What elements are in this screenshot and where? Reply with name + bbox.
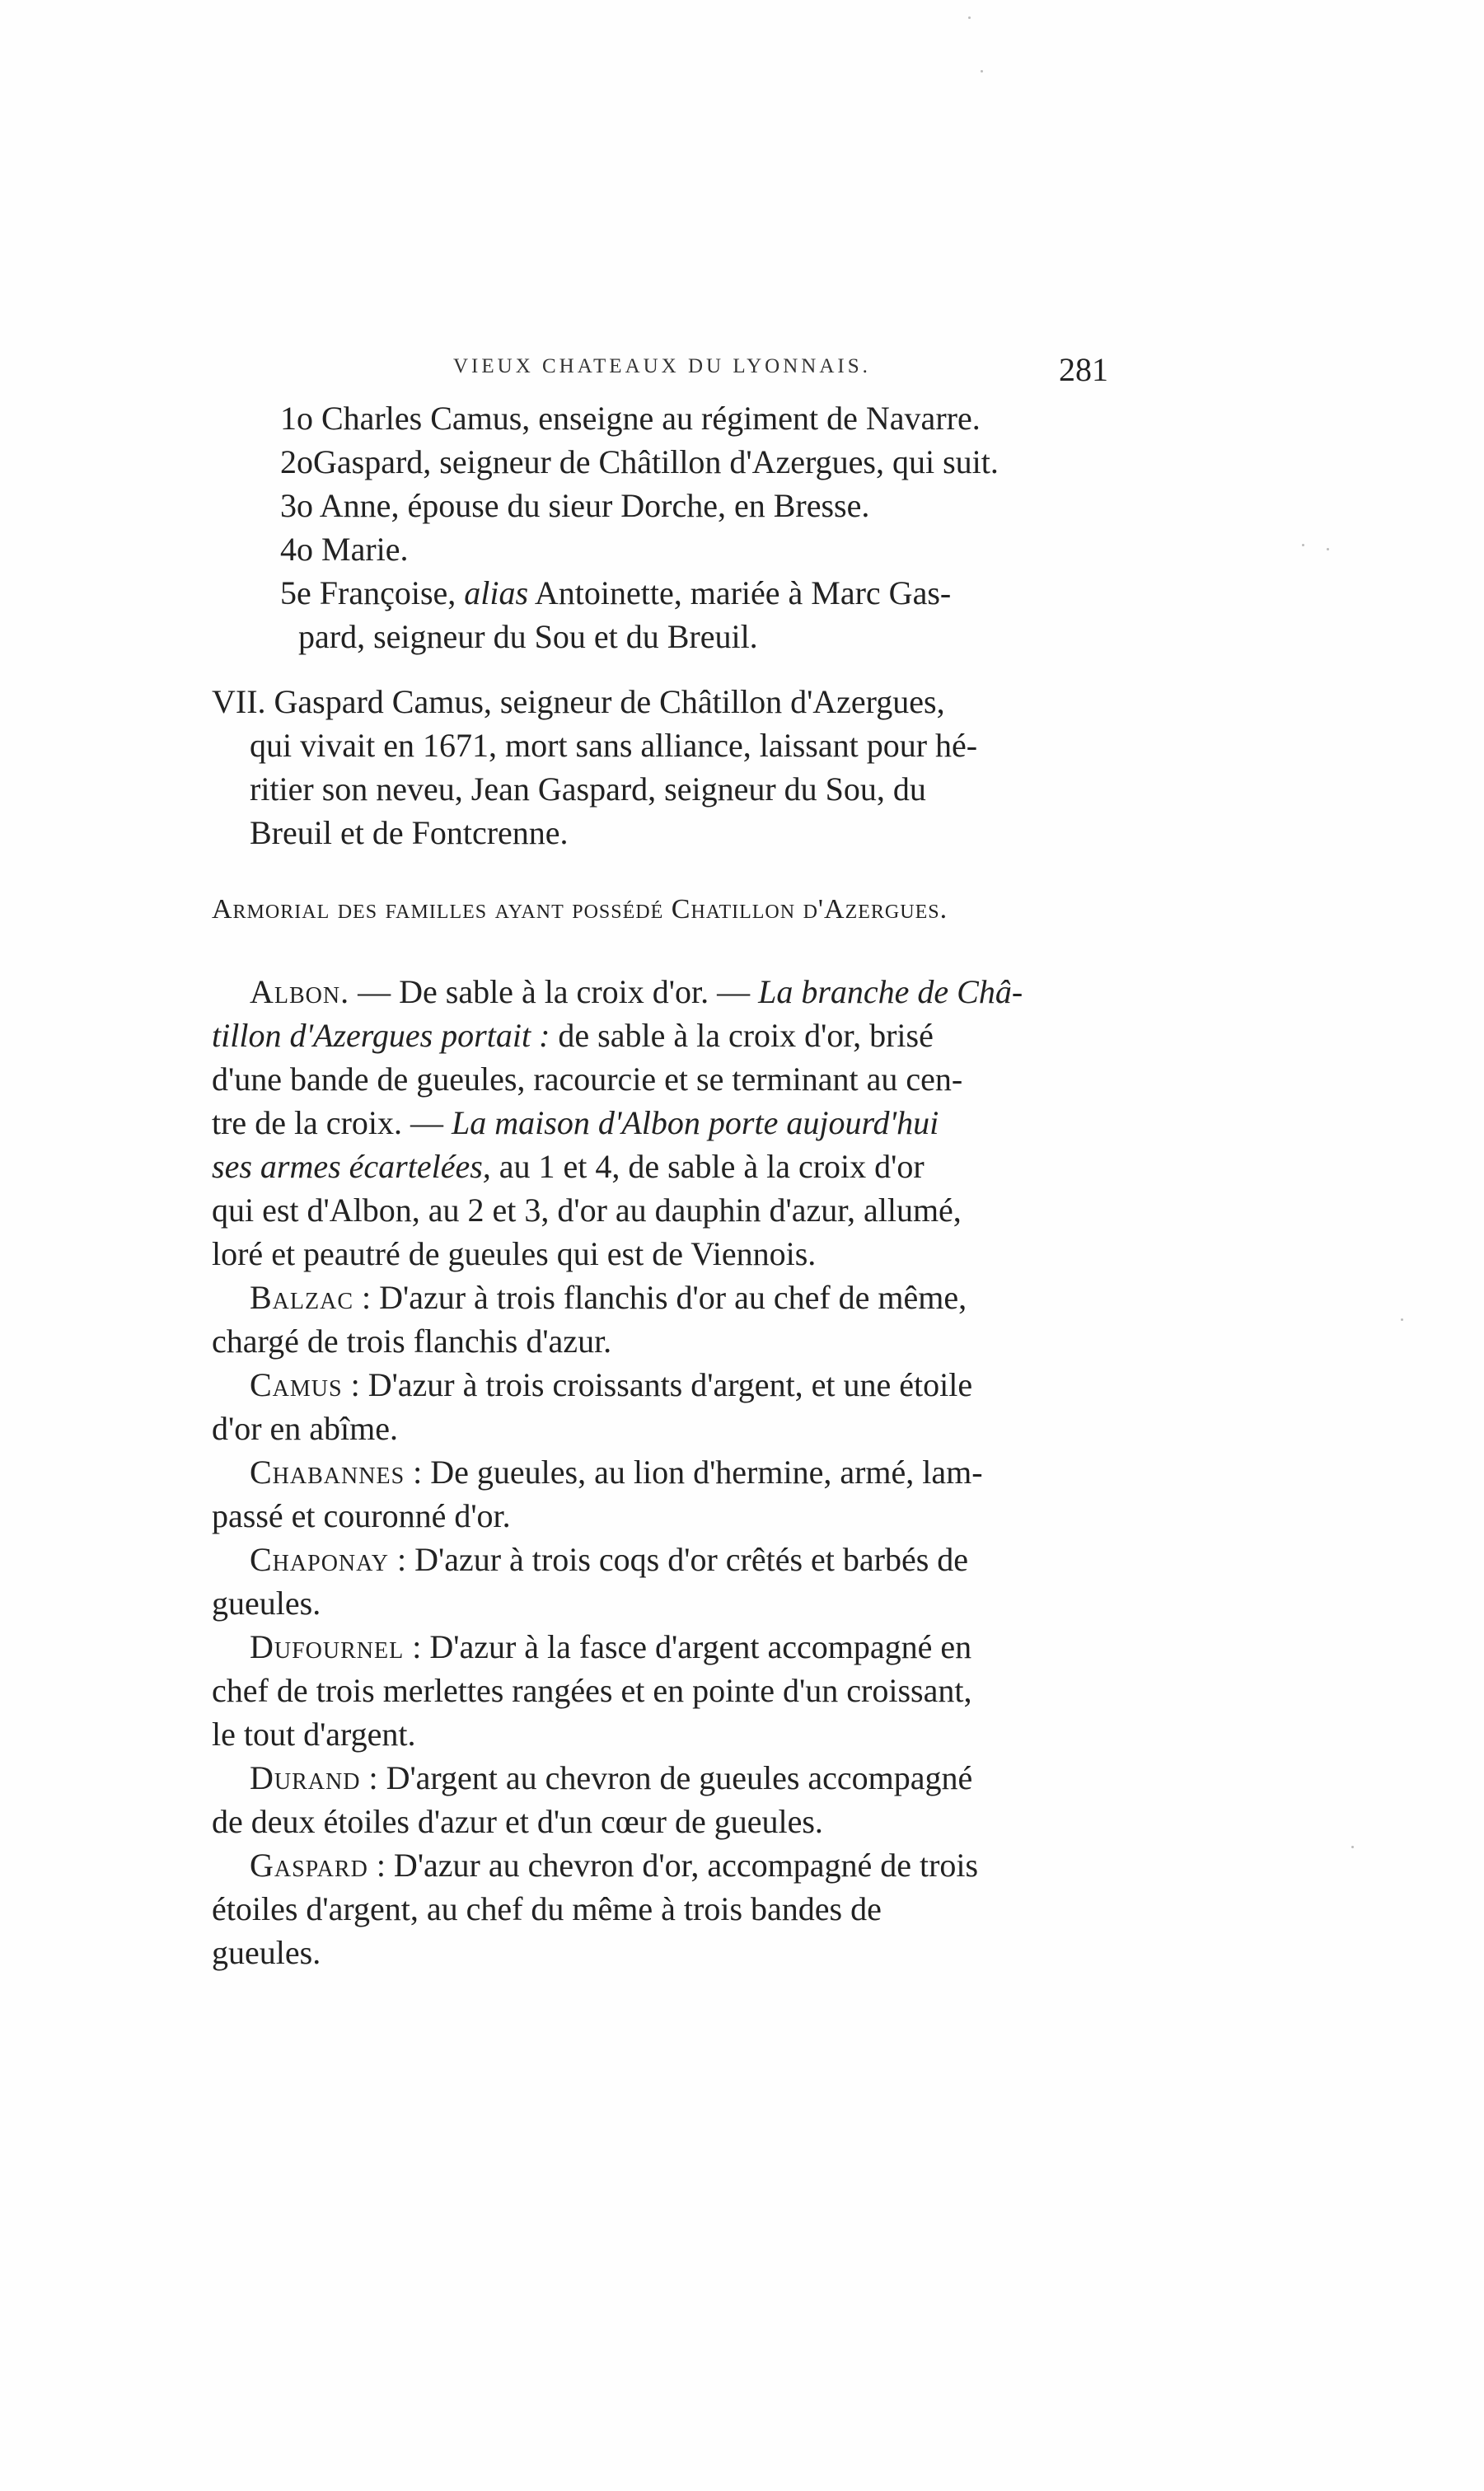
- family-name: Dufournel: [250, 1628, 405, 1665]
- armorial-entry-albon: Albon. — De sable à la croix d'or. — La branche de Châ- tillon d'Azergues portait : de sable à la croix d'or, brisé d'une bande de gueules, racourcie et se terminant au cen- tre de la croix. — La maison d'Albon porte aujourd'hui ses armes écartelées, au 1 et 4, de sable à la croix d'or qui est d'Albon, au 2 et 3, d'or au dauphin d'azur, allumé, loré et peautré de gueules qui est de Viennois.: [212, 973, 1023, 1272]
- running-title: VIEUX CHATEAUX DU LYONNAIS.: [453, 355, 871, 377]
- armorial-entries: [212, 970, 1112, 1974]
- list-item-italic: alias: [464, 574, 529, 611]
- running-head: [404, 350, 1108, 391]
- armorial-entry-camus: Camus : D'azur à trois croissants d'argent, et une étoile d'or en abîme.: [212, 1366, 973, 1447]
- family-name: Albon.: [250, 973, 350, 1010]
- paragraph-line: VII. Gaspard Camus, seigneur de Châtillon d'Azergues,: [212, 683, 945, 720]
- generation-paragraph: [212, 680, 1112, 855]
- list-item-number: 4o: [280, 531, 313, 568]
- paragraph-line: ritier son neveu, Jean Gaspard, seigneur du Sou, du: [250, 770, 926, 808]
- armorial-entry-durand: Durand : D'argent au chevron de gueules accompagné de deux étoiles d'azur et d'un cœur de gueules.: [212, 1759, 973, 1840]
- list-item: [280, 527, 1112, 571]
- list-item-text: Marie.: [321, 531, 409, 568]
- list-item-text: Antoinette, mariée à Marc Gas-: [528, 574, 952, 611]
- list-item-number: 5e: [280, 574, 311, 611]
- list-item-number: 3o: [280, 487, 313, 524]
- armorial-entry-balzac: Balzac : D'azur à trois flanchis d'or au chef de même, chargé de trois flanchis d'azur.: [212, 1279, 967, 1360]
- paper-speck: [981, 70, 983, 73]
- list-item-number: 2o: [280, 443, 313, 480]
- list-item-text: Anne, épouse du sieur Dorche, en Bresse.: [319, 487, 870, 524]
- paper-speck: [968, 16, 971, 19]
- list-item: [280, 396, 1112, 440]
- family-name: Camus: [250, 1366, 343, 1403]
- paper-speck: [1327, 548, 1329, 550]
- list-item-text: Charles Camus, enseigne au régiment de Navarre.: [321, 400, 981, 437]
- list-item-number: 1o: [280, 400, 313, 437]
- section-heading: Armorial des familles ayant possédé Chatillon d'Azergues.: [212, 894, 948, 925]
- list-item-text: Gaspard, seigneur de Châtillon d'Azergues, qui suit.: [313, 443, 999, 480]
- armorial-entry-chabannes: Chabannes : De gueules, au lion d'hermine, armé, lam- passé et couronné d'or.: [212, 1454, 983, 1534]
- children-list: [280, 396, 1112, 658]
- family-name: Balzac: [250, 1279, 354, 1316]
- armorial-entry-chaponay: Chaponay : D'azur à trois coqs d'or crêtés et barbés de gueules.: [212, 1541, 969, 1622]
- paragraph-line: qui vivait en 1671, mort sans alliance, laissant pour hé-: [250, 727, 978, 764]
- family-name: Chabannes: [250, 1454, 405, 1491]
- paper-speck: [1401, 1318, 1403, 1321]
- paper-speck: [1302, 544, 1304, 546]
- list-item: [280, 571, 1112, 615]
- family-name: Durand: [250, 1759, 361, 1796]
- page-number: 281: [1059, 351, 1108, 388]
- paragraph-line: Breuil et de Fontcrenne.: [250, 814, 569, 851]
- armorial-entry-dufournel: Dufournel : D'azur à la fasce d'argent accompagné en chef de trois merlettes rangées et en pointe d'un croissant, le tout d'argent.: [212, 1628, 972, 1753]
- list-item: [280, 440, 1112, 484]
- family-name: Gaspard: [250, 1847, 368, 1884]
- armorial-entry-gaspard: Gaspard : D'azur au chevron d'or, accompagné de trois étoiles d'argent, au chef du même à trois bandes de gueules.: [212, 1847, 979, 1971]
- family-name: Chaponay: [250, 1541, 390, 1578]
- paper-speck: [1351, 1846, 1354, 1848]
- list-item-continuation: pard, seigneur du Sou et du Breuil.: [298, 618, 758, 655]
- list-item: [280, 484, 1112, 527]
- list-item-text: Françoise,: [319, 574, 465, 611]
